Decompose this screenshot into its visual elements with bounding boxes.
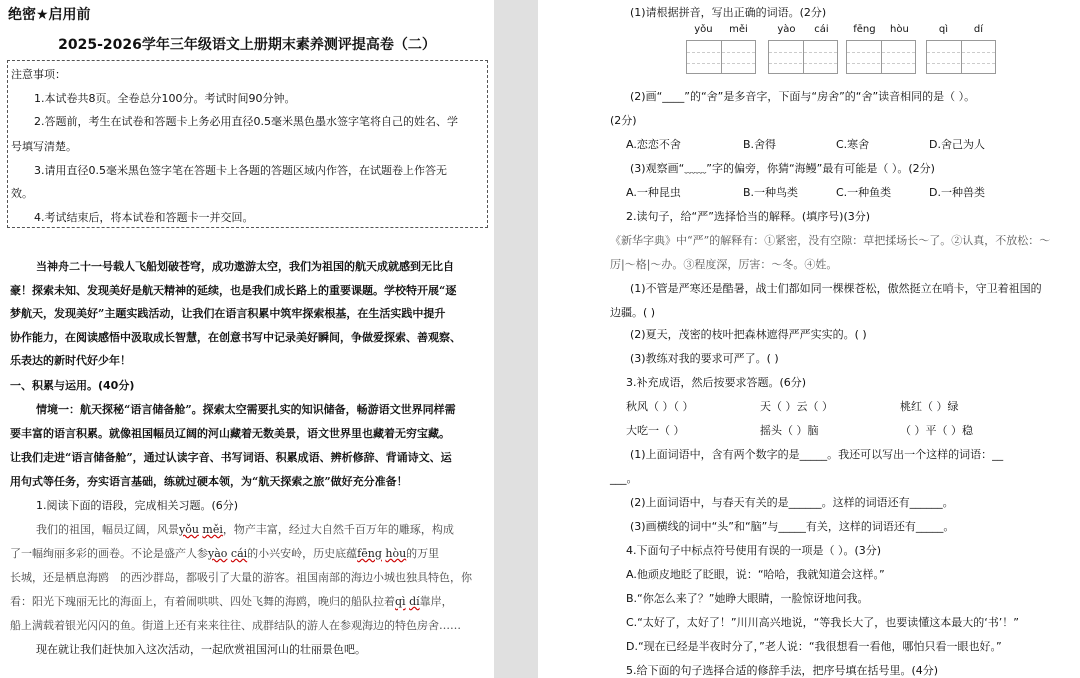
- passage-text: 的万里: [406, 547, 440, 560]
- q1-3-option-c: C.一种鱼类: [836, 186, 892, 199]
- idiom-5: 摇头（ ）脑: [760, 424, 819, 437]
- q3-3: (3)画横线的词中“头”和“脑”与_____有关，这样的词语还有_____。: [630, 520, 955, 533]
- pinyin-label: dí: [973, 24, 984, 35]
- passage-line-3b: 的西沙群岛，都吸引了大量的游客。祖国南部的海边小城也独具特色，你: [120, 571, 472, 584]
- intro-line-2: 豪！探索未知、发现美好是航天精神的延续，也是我们成长路上的重要课题。学校特开展“逐: [10, 284, 457, 297]
- idiom-4: 大吃一（ ）: [626, 424, 685, 437]
- writing-box[interactable]: [926, 40, 996, 74]
- pinyin-label: fēng: [853, 24, 876, 35]
- notes-item-2: 2.答题前，考生在试卷和答题卡上务必用直径0.5毫米黑色墨水签字笔将自己的姓名、学: [34, 115, 458, 128]
- notes-item-1: 1.本试卷共8页。全卷总分100分。考试时间90分钟。: [34, 92, 296, 105]
- passage-text: 了一幅绚丽多彩的画卷。不论是盛产人参: [10, 547, 208, 560]
- notes-box: [7, 60, 488, 228]
- q2-3: (3)教练对我的要求可严了。( ): [630, 352, 779, 365]
- pinyin-label: cái: [814, 24, 829, 35]
- pinyin-label: yào: [777, 24, 796, 35]
- q1-2-option-d: D.舍己为人: [929, 138, 985, 151]
- notes-item-3: 3.请用直径0.5毫米黑色签字笔在答题卡上各题的答题区域内作答，在试题卷上作答无: [34, 164, 447, 177]
- idiom-6: （ ）平（ ）稳: [900, 424, 973, 437]
- q1-3: (3)观察画“﹏﹏”字的偏旁，你猜“海鳗”最有可能是（ ）。(2分): [630, 162, 935, 175]
- passage-line-3: 长城，还是栖息海鸥: [10, 571, 109, 584]
- scenario-line-3: 让我们走进“语言储备舱”，通过认读字音、书写词语、积累成语、辨析修辞、背诵诗文、运: [10, 451, 452, 464]
- passage-text: 的小兴安岭，历史底蕴: [247, 547, 358, 560]
- passage-line-5: 船上满载着银光闪闪的鱼。街道上还有来来往往、成群结队的游人在参观海边的特色房舍……: [10, 619, 461, 632]
- idiom-2: 天（ ）云（ ）: [760, 400, 833, 413]
- writing-box[interactable]: [768, 40, 838, 74]
- notes-item-4: 4.考试结束后，将本试卷和答题卡一并交回。: [34, 211, 254, 224]
- passage-text: 我们的祖国，幅员辽阔，风景: [36, 523, 179, 536]
- writing-box[interactable]: [686, 40, 756, 74]
- exam-page-right: [538, 0, 1080, 678]
- q1-3-option-b: B.一种鸟类: [743, 186, 799, 199]
- q1-heading: 1.阅读下面的语段，完成相关习题。(6分): [36, 499, 239, 512]
- pinyin-blank: hòu: [385, 547, 407, 560]
- passage-text: 靠岸，: [419, 595, 453, 608]
- intro-line-1: 当神舟二十一号载人飞船划破苍穹，成功遨游太空，我们为祖国的航天成就感到无比自: [36, 260, 454, 273]
- pinyin-blank: yǒu: [179, 523, 199, 536]
- pinyin-blank: měi: [202, 523, 223, 536]
- passage-line-2: [10, 545, 439, 561]
- dictionary-line-2: 厉|～格|～办。③程度深，厉害：～冬。④姓。: [610, 258, 838, 271]
- intro-line-4: 协作能力，在阅读感悟中汲取成长智慧，在创意书写中记录美好瞬间，争做爱探索、善观察、: [10, 331, 461, 344]
- notes-item-2-cont: 号填写清楚。: [11, 140, 77, 153]
- pinyin-blank: cái: [230, 547, 248, 560]
- q5-heading: 5.给下面的句子选择合适的修辞手法，把序号填在括号里。(4分): [626, 664, 939, 677]
- q3-1-cont: ___。: [610, 472, 638, 485]
- q1-1: (1)请根据拼音，写出正确的词语。(2分): [630, 6, 827, 19]
- page-gutter: [494, 0, 538, 678]
- q1-3-option-d: D.一种兽类: [929, 186, 985, 199]
- passage-line-6: 现在就让我们赶快加入这次活动，一起欣赏祖国河山的壮丽景色吧。: [36, 643, 366, 656]
- pinyin-blank: dí: [409, 595, 420, 608]
- intro-line-3: 梦航天，发现美好”主题实践活动，让我们在语言积累中筑牢探索根基，在生活实践中提升: [10, 307, 446, 320]
- q1-2-option-c: C.寒舍: [836, 138, 870, 151]
- idiom-3: 桃红（ ）绿: [900, 400, 959, 413]
- scenario-line-4: 用句式等任务，夯实语言基础，练就过硬本领，为“航天探索之旅”做好充分准备！: [10, 475, 408, 488]
- notes-heading: 注意事项：: [11, 68, 66, 81]
- pinyin-blank: fēng: [357, 547, 382, 560]
- q1-2: (2)画“____”的“舍”是多音字，下面与“房舍”的“舍”读音相同的是（ ）。: [630, 90, 976, 103]
- q1-2-option-a: A.恋恋不舍: [626, 138, 681, 151]
- q3-1: (1)上面词语中，含有两个数字的是_____。我还可以写出一个这样的词语：__: [630, 448, 1004, 461]
- idiom-1: 秋风（ ）（ ）: [626, 400, 694, 413]
- q3-heading: 3.补充成语，然后按要求答题。(6分): [626, 376, 807, 389]
- q2-1-cont: 边疆。( ): [610, 306, 656, 319]
- q4-option-b: B.“你怎么来了？”她睁大眼睛，一脸惊讶地问我。: [626, 592, 869, 605]
- pinyin-label: qì: [938, 24, 949, 35]
- scenario-line-1: 情境一：航天探秘“语言储备舱”。探索太空需要扎实的知识储备，畅游语文世界同样需: [36, 403, 456, 416]
- pinyin-label: yǒu: [694, 24, 713, 35]
- exam-title: 2025-2026学年三年级语文上册期末素养测评提高卷（二）: [58, 37, 436, 53]
- q4-option-d: D.“现在已经是半夜时分了，”老人说：“我很想看一看他，哪怕只看一眼也好。”: [626, 640, 1002, 653]
- q2-1: (1)不管是严寒还是酷暑，战士们都如同一棵棵苍松，傲然挺立在哨卡，守卫着祖国的: [630, 282, 1042, 295]
- q1-2-score: (2分): [610, 114, 637, 127]
- q4-option-c: C.“太好了，太好了！”川川高兴地说，“等我长大了，也要读懂这本最大的‘书’！”: [626, 616, 1019, 629]
- q1-3-option-a: A.一种昆虫: [626, 186, 681, 199]
- pinyin-blank: yào: [208, 547, 228, 560]
- notes-item-3-cont: 效。: [11, 187, 33, 200]
- q3-2: (2)上面词语中，与春天有关的是______。这样的词语还有______。: [630, 496, 954, 509]
- pinyin-label: měi: [729, 24, 748, 35]
- dictionary-line-1: 《新华字典》中“严”的解释有：①紧密，没有空隙：草把揉场长～了。②认真，不放松：～: [610, 234, 1051, 247]
- pinyin-blank: qì: [395, 595, 406, 608]
- q1-2-option-b: B.舍得: [743, 138, 777, 151]
- passage-line-4: [10, 593, 453, 609]
- passage-line-1: [36, 521, 454, 537]
- writing-box[interactable]: [846, 40, 916, 74]
- q2-2: (2)夏天，茂密的枝叶把森林遮得严严实实的。( ): [630, 328, 867, 341]
- exam-page-left: [0, 0, 494, 678]
- secret-label: 绝密★启用前: [8, 7, 91, 23]
- q4-heading: 4.下面句子中标点符号使用有误的一项是（ ）。(3分): [626, 544, 882, 557]
- scenario-line-2: 要丰富的语言积累。就像祖国幅员辽阔的河山藏着无数美景，语文世界里也藏着无穷宝藏。: [10, 427, 450, 440]
- pinyin-label: hòu: [889, 24, 909, 35]
- section1-heading: 一、积累与运用。(40分): [10, 379, 135, 392]
- intro-line-5: 乐表达的新时代好少年！: [10, 354, 131, 367]
- q4-option-a: A.他顽皮地眨了眨眼，说：“哈哈，我就知道会这样。”: [626, 568, 885, 581]
- passage-text: ，物产丰富，经过大自然千百万年的雕琢，构成: [222, 523, 454, 536]
- q2-heading: 2.读句子，给“严”选择恰当的解释。(填序号)(3分): [626, 210, 871, 223]
- passage-text: 看：阳光下瑰丽无比的海面上，有着闹哄哄、四处飞舞的海鸥，晚归的船队拉着: [10, 595, 395, 608]
